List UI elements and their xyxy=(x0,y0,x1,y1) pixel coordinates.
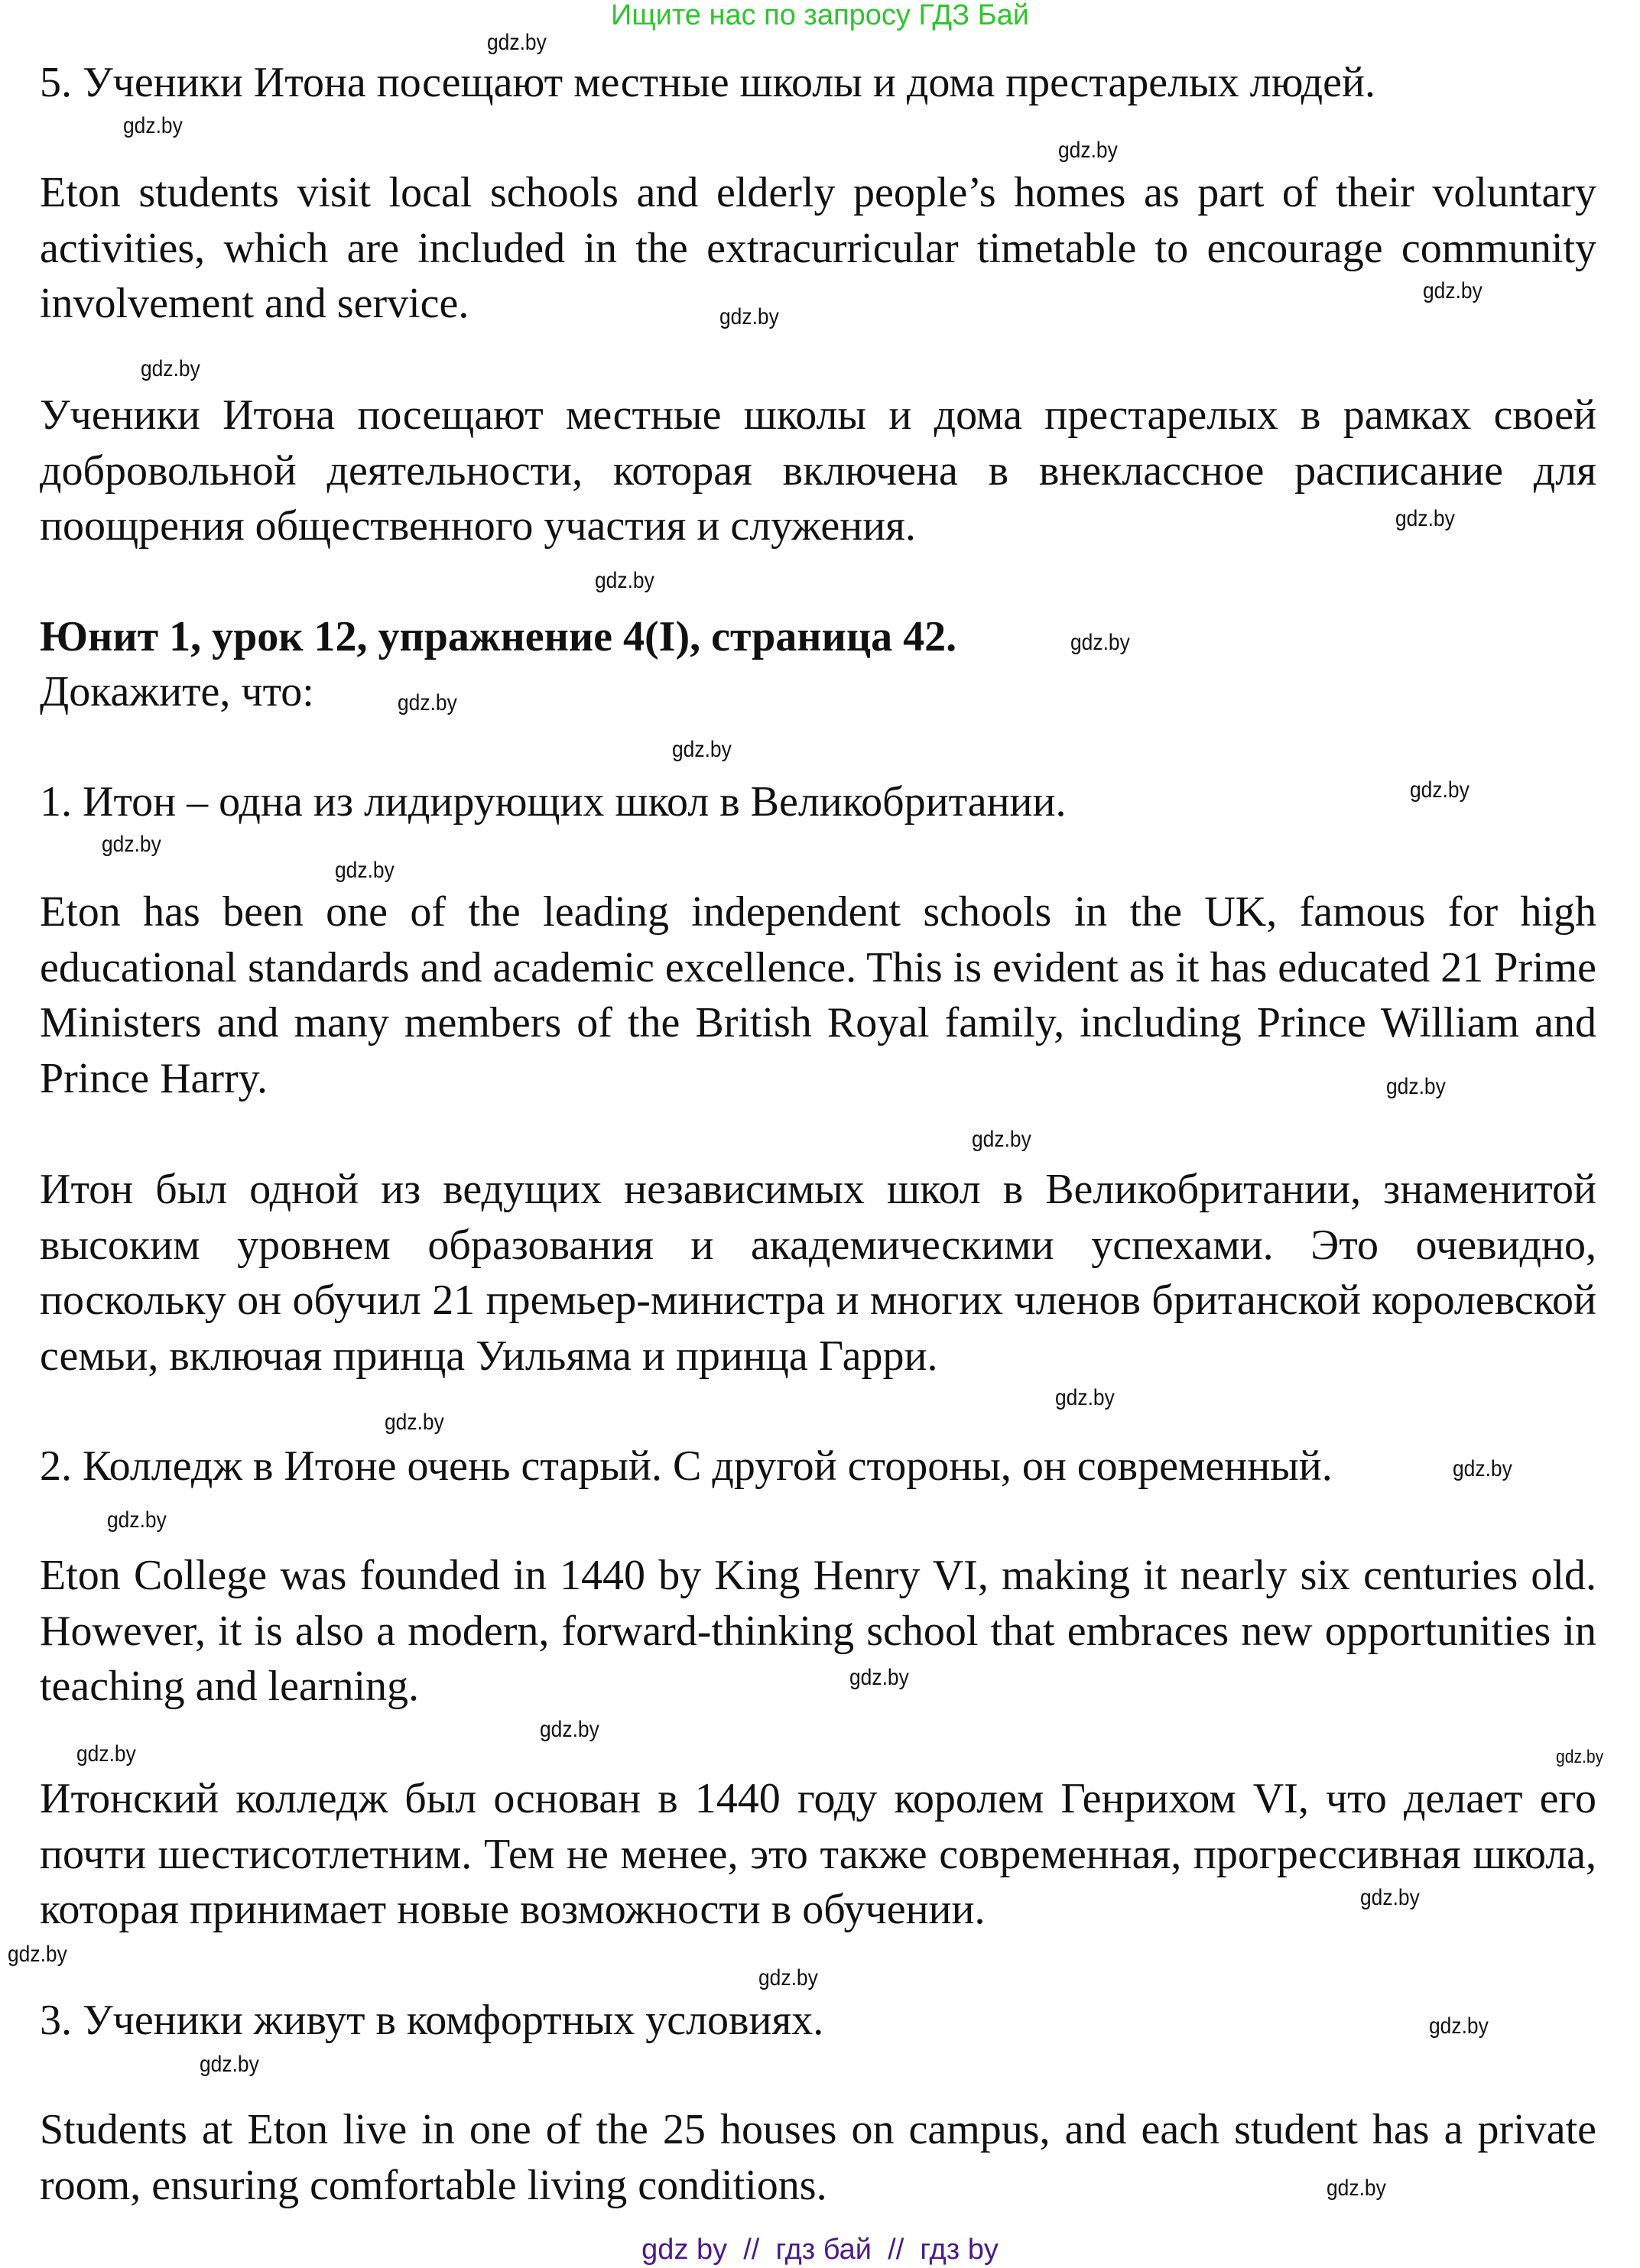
item5-english: Eton students visit local schools and elderly people’s homes as part of their voluntary activities, which are included in the extracurricular timetable to encourage community involvement and service. xyxy=(40,169,1596,327)
watermark: gdz.by xyxy=(758,1965,818,1991)
watermark: gdz.by xyxy=(335,858,395,883)
watermark: gdz.by xyxy=(1423,278,1482,303)
section-heading: Юнит 1, урок 12, упражнение 4(I), страница 42. xyxy=(40,613,957,660)
watermark: gdz.by xyxy=(102,832,161,857)
watermark: gdz.by xyxy=(487,30,547,55)
footer-banner[interactable]: gdz by // гдз бай // гдз by xyxy=(641,2234,999,2266)
item1-russian: Итон был одной из ведущих независимых школ в Великобритании, знаменитой высоким уровнем образования и академическими успехами. Это очевидно, поскольку он обучил 21 премьер-министра и многих членов британской королевской семьи, включая принца Уильяма и принца Гарри. xyxy=(40,1166,1596,1380)
item2-title: 2. Колледж в Итоне очень старый. С другой стороны, он современный. xyxy=(40,1442,1333,1490)
item2-english: Eton College was founded in 1440 by King Henry VI, making it nearly six centuries old. However, it is also a modern, forward-thinking school that embraces new opportunities in teaching and learning. xyxy=(40,1552,1596,1710)
watermark: gdz.by xyxy=(107,1507,167,1533)
watermark: gdz.by xyxy=(385,1410,444,1435)
watermark: gdz.by xyxy=(200,2052,259,2077)
watermark: gdz.by xyxy=(141,356,200,381)
watermark: gdz.by xyxy=(76,1741,136,1767)
watermark: gdz.by xyxy=(8,1942,67,1967)
item2-russian: Итонский колледж был основан в 1440 году королем Генрихом VI, что делает его почти шестисотлетним. Тем не менее, это также современная, прогрессивная школа, которая принимает новые возможности в обучении. xyxy=(40,1775,1596,1933)
watermark: gdz.by xyxy=(1453,1456,1512,1481)
watermark: gdz.by xyxy=(398,690,457,715)
header-banner[interactable]: Ищите нас по запросу ГДЗ Бай xyxy=(611,0,1029,31)
item1-title: 1. Итон – одна из лидирующих школ в Великобритании. xyxy=(40,778,1067,826)
watermark: gdz.by xyxy=(1327,2176,1386,2201)
item3-english: Students at Eton live in one of the 25 houses on campus, and each student has a private room, ensuring comfortable living conditions. xyxy=(40,2106,1596,2209)
watermark: gdz.by xyxy=(1410,777,1470,803)
item3-title: 3. Ученики живут в комфортных условиях. xyxy=(40,1997,824,2044)
watermark: gdz.by xyxy=(123,113,183,138)
watermark: gdz.by xyxy=(719,304,779,329)
watermark: gdz.by xyxy=(1386,1074,1446,1099)
item5-title: 5. Ученики Итона посещают местные школы и дома престарелых людей. xyxy=(40,59,1375,106)
watermark: gdz.by xyxy=(972,1127,1031,1152)
watermark: gdz.by xyxy=(1395,506,1455,531)
watermark: gdz.by xyxy=(849,1665,909,1690)
watermark: gdz.by xyxy=(595,568,654,593)
watermark: gdz.by xyxy=(1055,1385,1115,1410)
prompt: Докажите, что: xyxy=(40,668,314,715)
item5-russian: Ученики Итона посещают местные школы и дома престарелых в рамках своей добровольной деятельности, которая включена в внеклассное расписание для поощрения общественного участия и служения. xyxy=(40,391,1596,550)
watermark: gdz.by xyxy=(540,1717,599,1742)
watermark: gdz.by xyxy=(1058,138,1118,163)
watermark: gdz.by xyxy=(1429,2013,1489,2039)
item1-english: Eton has been one of the leading independent schools in the UK, famous for high educational standards and academic excellence. This is evident as it has educated 21 Prime Ministers and many members of the British Royal family, including Prince William and Prince Harry. xyxy=(40,888,1596,1102)
watermark: gdz.by xyxy=(1070,630,1130,655)
watermark: gdz.by xyxy=(1360,1885,1420,1910)
watermark: gdz.by xyxy=(1556,1747,1604,1767)
watermark: gdz.by xyxy=(672,737,732,762)
